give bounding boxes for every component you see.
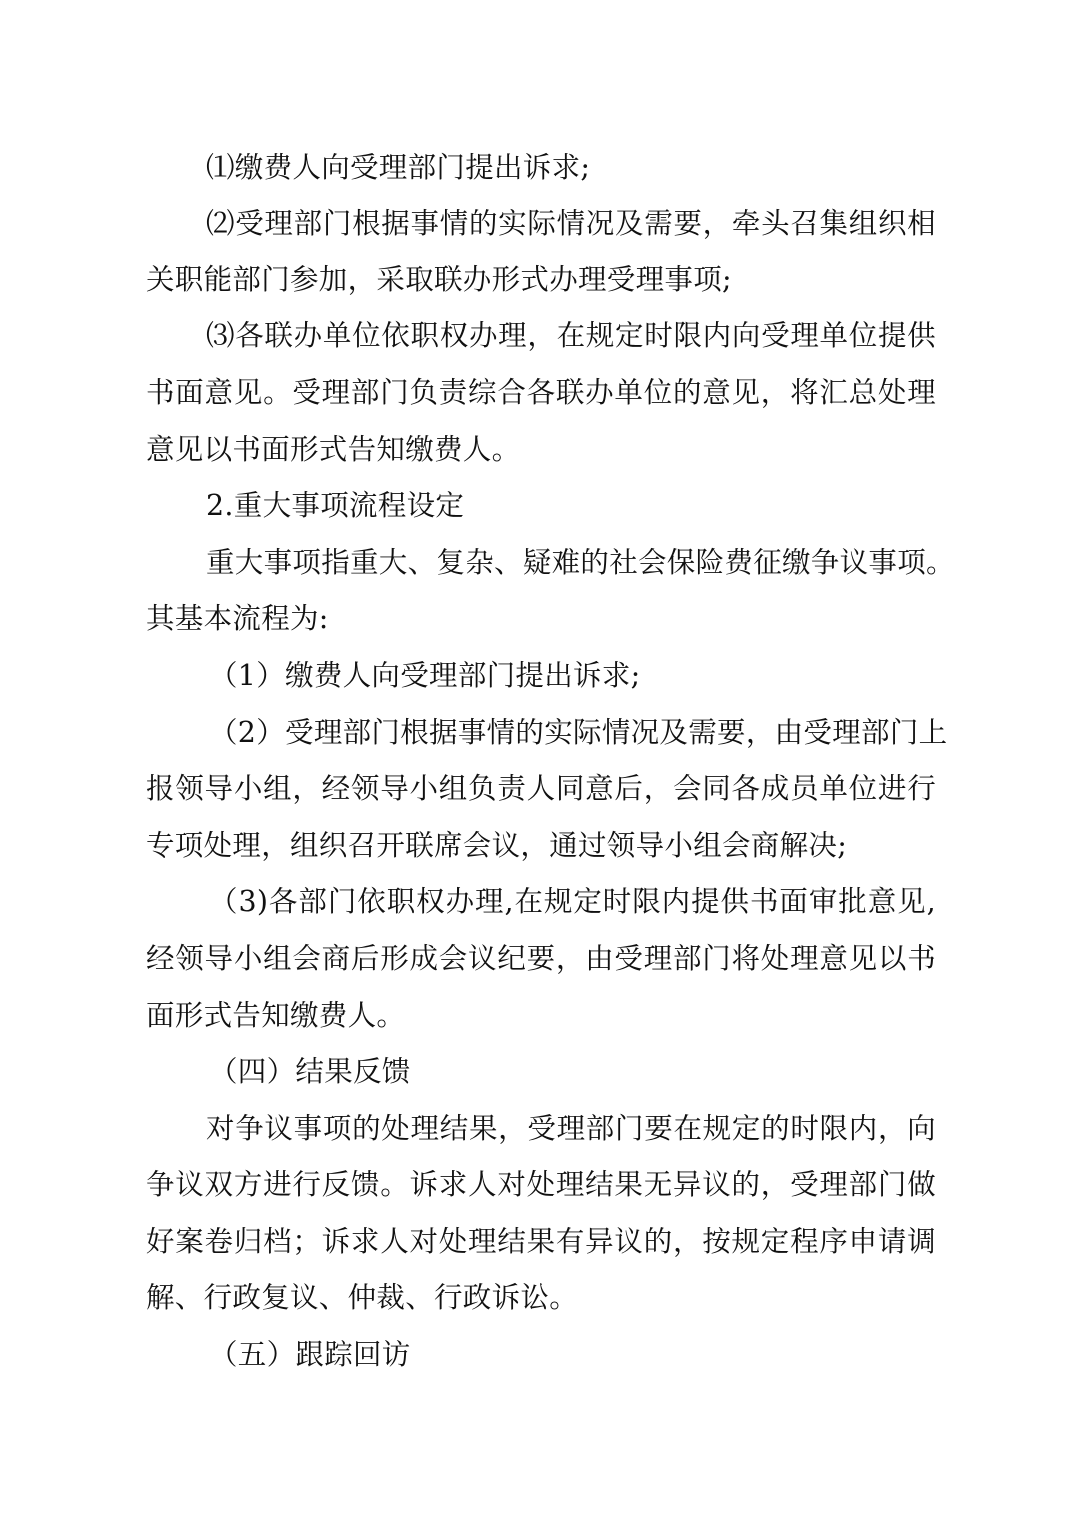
paragraph-line: 经领导小组会商后形成会议纪要，由受理部门将处理意见以书 [146, 942, 936, 975]
section-heading: 2.重大事项流程设定 [206, 489, 465, 522]
paragraph-line: （3)各部门依职权办理,在规定时限内提供书面审批意见, [209, 885, 936, 918]
paragraph-line: 其基本流程为: [146, 602, 329, 635]
paragraph-line: 面形式告知缴费人。 [146, 999, 406, 1032]
paragraph-line: 对争议事项的处理结果，受理部门要在规定的时限内，向 [206, 1112, 936, 1145]
paragraph-line: ⑵受理部门根据事情的实际情况及需要，牵头召集组织相 [206, 207, 936, 240]
paragraph-line: ⑴缴费人向受理部门提出诉求; [206, 151, 591, 184]
paragraph-line: 重大事项指重大、复杂、疑难的社会保险费征缴争议事项。 [206, 546, 955, 579]
paragraph-line: 书面意见。受理部门负责综合各联办单位的意见，将汇总处理 [146, 376, 936, 409]
paragraph-line: （1）缴费人向受理部门提出诉求; [209, 659, 641, 692]
paragraph-line: （2）受理部门根据事情的实际情况及需要，由受理部门上 [209, 716, 948, 749]
section-heading: （四）结果反馈 [209, 1055, 411, 1088]
paragraph-line: 解、行政复议、仲裁、行政诉讼。 [146, 1281, 579, 1314]
paragraph-line: 报领导小组，经领导小组负责人同意后，会同各成员单位进行 [146, 772, 936, 805]
paragraph-line: ⑶各联办单位依职权办理，在规定时限内向受理单位提供 [206, 319, 936, 352]
paragraph-line: 专项处理，组织召开联席会议，通过领导小组会商解决; [146, 829, 848, 862]
section-heading: （五）跟踪回访 [209, 1338, 411, 1371]
paragraph-line: 争议双方进行反馈。诉求人对处理结果无异议的，受理部门做 [146, 1168, 936, 1201]
paragraph-line: 意见以书面形式告知缴费人。 [146, 433, 521, 466]
paragraph-line: 关职能部门参加，采取联办形式办理受理事项; [146, 263, 732, 296]
paragraph-line: 好案卷归档；诉求人对处理结果有异议的，按规定程序申请调 [146, 1225, 936, 1258]
